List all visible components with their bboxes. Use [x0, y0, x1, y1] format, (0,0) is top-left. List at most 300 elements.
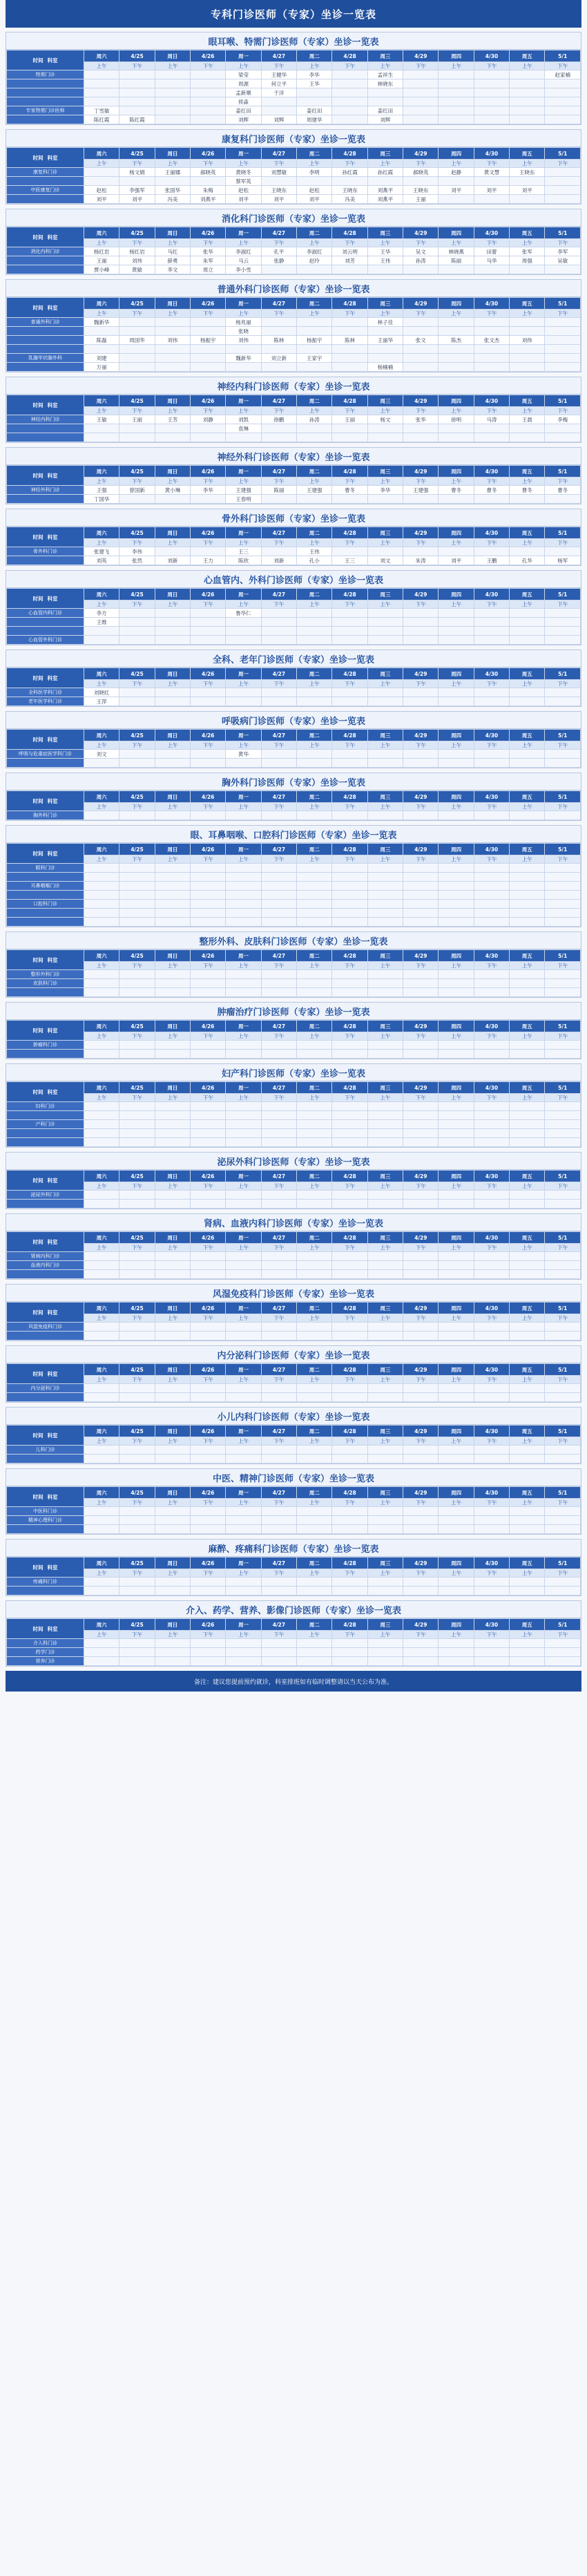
- doctor-cell: [84, 97, 119, 106]
- doctor-cell: [226, 1102, 261, 1111]
- doctor-cell: [226, 988, 261, 997]
- doctor-cell: [545, 424, 581, 433]
- half-am: 上午: [439, 803, 474, 811]
- doctor-cell: [510, 265, 545, 274]
- doctor-cell: [261, 106, 296, 115]
- doctor-cell: [119, 811, 155, 820]
- doctor-cell: [367, 918, 403, 927]
- doctor-cell: [403, 79, 439, 88]
- doctor-cell: [84, 1323, 119, 1332]
- doctor-cell: [297, 1525, 332, 1534]
- day-date: 4/28: [332, 668, 367, 680]
- doctor-cell: [261, 547, 296, 556]
- half-pm: 下午: [474, 1631, 509, 1639]
- doctor-cell: [297, 811, 332, 820]
- doctor-cell: [191, 1587, 226, 1595]
- doctor-cell: 陈红霞: [84, 115, 119, 124]
- doctor-cell: 刘新: [155, 556, 190, 565]
- doctor-cell: [119, 1261, 155, 1270]
- doctor-cell: [474, 988, 509, 997]
- corner-time-label: 时间: [32, 1432, 44, 1439]
- doctor-cell: [155, 900, 190, 909]
- doctor-cell: [191, 1455, 226, 1464]
- doctor-cell: [474, 318, 509, 327]
- day-date: 4/30: [474, 1303, 509, 1314]
- doctor-cell: [474, 79, 509, 88]
- doctor-cell: [439, 988, 474, 997]
- doctor-cell: [439, 909, 474, 918]
- doctor-cell: [226, 873, 261, 882]
- doctor-cell: [510, 627, 545, 636]
- day-date: 4/29: [403, 1487, 439, 1499]
- doctor-cell: 李文: [155, 265, 190, 274]
- table-row: [7, 415, 581, 424]
- day-date: 4/28: [332, 1082, 367, 1094]
- doctor-cell: [261, 424, 296, 433]
- doctor-cell: [332, 864, 367, 873]
- doctor-cell: [119, 1446, 155, 1455]
- day-week: 周二: [297, 1426, 332, 1437]
- dept-cell: 专家特需门诊医师: [7, 106, 84, 115]
- doctor-cell: 王三: [226, 547, 261, 556]
- dept-cell: 普通外科门诊: [7, 318, 84, 327]
- day-date: 4/26: [191, 527, 226, 539]
- doctor-cell: [510, 1455, 545, 1464]
- dept-cell: 内分泌科门诊: [7, 1384, 84, 1393]
- day-date: 4/27: [261, 527, 296, 539]
- doctor-cell: 刘云明: [332, 247, 367, 256]
- half-am: 上午: [510, 477, 545, 486]
- doctor-cell: [403, 1578, 439, 1587]
- doctor-cell: [84, 636, 119, 645]
- half-pm: 下午: [403, 680, 439, 688]
- doctor-cell: [439, 1191, 474, 1200]
- doctor-cell: [510, 1111, 545, 1120]
- dept-cell: [7, 873, 84, 882]
- half-pm: 下午: [545, 1569, 581, 1578]
- doctor-cell: 刘辉: [226, 115, 261, 124]
- half-am: 上午: [510, 539, 545, 547]
- doctor-cell: [403, 636, 439, 645]
- half-am: 上午: [439, 1631, 474, 1639]
- doctor-cell: [261, 1270, 296, 1279]
- table-row: [7, 1587, 581, 1595]
- schedule-section: [6, 1539, 581, 1596]
- day-week: 周一: [226, 844, 261, 855]
- half-pm: 下午: [119, 855, 155, 864]
- doctor-cell: [367, 1270, 403, 1279]
- corner-dept-label: 科室: [47, 1564, 58, 1571]
- half-am: 上午: [297, 1182, 332, 1191]
- day-date: 5/1: [545, 395, 581, 407]
- doctor-cell: 朱梅: [191, 186, 226, 195]
- doctor-cell: [474, 1261, 509, 1270]
- doctor-cell: 张国华: [155, 186, 190, 195]
- day-week: 周六: [84, 395, 119, 407]
- half-pm: 下午: [119, 803, 155, 811]
- doctor-cell: [332, 1129, 367, 1138]
- half-pm: 下午: [191, 1437, 226, 1446]
- doctor-cell: [510, 1446, 545, 1455]
- doctor-cell: [297, 1200, 332, 1209]
- doctor-cell: [119, 1129, 155, 1138]
- schedule-table: [6, 588, 581, 645]
- schedule-section: [6, 279, 581, 372]
- dept-cell: [7, 177, 84, 186]
- day-date: 4/25: [119, 844, 155, 855]
- doctor-cell: [84, 1332, 119, 1341]
- half-am: 上午: [84, 1182, 119, 1191]
- half-am: 上午: [439, 1499, 474, 1507]
- dept-cell: [7, 88, 84, 97]
- half-pm: 下午: [261, 1376, 296, 1384]
- day-date: 4/28: [332, 395, 367, 407]
- corner-cell: [7, 791, 84, 811]
- half-am: 上午: [84, 680, 119, 688]
- doctor-cell: [84, 168, 119, 177]
- doctor-cell: [297, 424, 332, 433]
- corner-dept-label: 科室: [47, 154, 58, 161]
- half-am: 上午: [155, 62, 190, 70]
- table-row: [7, 1332, 581, 1341]
- doctor-cell: [332, 970, 367, 979]
- day-date: 5/1: [545, 1487, 581, 1499]
- doctor-cell: 王建强: [297, 486, 332, 495]
- doctor-cell: [545, 354, 581, 363]
- half-pm: 下午: [261, 160, 296, 168]
- doctor-cell: 张军: [510, 247, 545, 256]
- corner-time-label: 时间: [32, 674, 44, 681]
- doctor-cell: [191, 424, 226, 433]
- half-am: 上午: [155, 1032, 190, 1041]
- half-am: 上午: [510, 62, 545, 70]
- half-pm: 下午: [119, 407, 155, 415]
- day-date: 4/27: [261, 1232, 296, 1244]
- day-date: 4/29: [403, 589, 439, 600]
- doctor-cell: [191, 811, 226, 820]
- doctor-cell: 杨兆丽: [226, 318, 261, 327]
- doctor-cell: [84, 1648, 119, 1657]
- half-pm: 下午: [119, 680, 155, 688]
- doctor-cell: [367, 697, 403, 706]
- corner-cell: [7, 844, 84, 864]
- corner-time-label: 时间: [32, 1088, 44, 1095]
- doctor-cell: [84, 882, 119, 891]
- table-row: [7, 1252, 581, 1261]
- doctor-cell: [297, 1507, 332, 1516]
- day-date: 4/27: [261, 668, 296, 680]
- doctor-cell: 李伟: [119, 547, 155, 556]
- doctor-cell: [261, 1191, 296, 1200]
- doctor-cell: [261, 627, 296, 636]
- doctor-cell: [191, 1041, 226, 1050]
- doctor-cell: [332, 1393, 367, 1402]
- doctor-cell: [439, 547, 474, 556]
- table-row: [7, 1050, 581, 1059]
- doctor-cell: [155, 979, 190, 988]
- doctor-cell: 孔平: [261, 247, 296, 256]
- doctor-cell: [191, 918, 226, 927]
- doctor-cell: [474, 900, 509, 909]
- doctor-cell: [155, 1639, 190, 1648]
- day-date: 4/29: [403, 298, 439, 310]
- table-row: [7, 1138, 581, 1147]
- doctor-cell: [545, 1587, 581, 1595]
- doctor-cell: 刘平: [439, 556, 474, 565]
- day-week: 周一: [226, 527, 261, 539]
- doctor-cell: [226, 1648, 261, 1657]
- doctor-cell: [261, 688, 296, 697]
- doctor-cell: [155, 1261, 190, 1270]
- doctor-cell: [403, 1455, 439, 1464]
- half-am: 上午: [226, 1499, 261, 1507]
- doctor-cell: [510, 609, 545, 618]
- doctor-cell: [332, 354, 367, 363]
- doctor-cell: 万丽: [84, 363, 119, 372]
- day-week: 周四: [439, 1232, 474, 1244]
- doctor-cell: [332, 1578, 367, 1587]
- doctor-cell: 王建强: [226, 486, 261, 495]
- day-week: 周五: [510, 1619, 545, 1631]
- table-row: [7, 1041, 581, 1050]
- table-row: [7, 979, 581, 988]
- doctor-cell: [226, 918, 261, 927]
- doctor-cell: 王三: [332, 556, 367, 565]
- half-pm: 下午: [191, 855, 226, 864]
- half-am: 上午: [510, 600, 545, 609]
- doctor-cell: [119, 1102, 155, 1111]
- doctor-cell: [510, 1323, 545, 1332]
- dept-cell: 肿瘤科门诊: [7, 1041, 84, 1050]
- doctor-cell: [367, 882, 403, 891]
- half-pm: 下午: [403, 1631, 439, 1639]
- doctor-cell: [297, 759, 332, 768]
- day-date: 4/30: [474, 1082, 509, 1094]
- day-date: 4/26: [191, 1232, 226, 1244]
- doctor-cell: [474, 1270, 509, 1279]
- doctor-cell: [84, 970, 119, 979]
- half-pm: 下午: [474, 1437, 509, 1446]
- doctor-cell: [119, 909, 155, 918]
- half-am: 上午: [84, 741, 119, 750]
- half-pm: 下午: [545, 1376, 581, 1384]
- doctor-cell: [261, 1050, 296, 1059]
- half-pm: 下午: [332, 1499, 367, 1507]
- day-date: 4/25: [119, 1303, 155, 1314]
- section-title: 骨外科门诊医师（专家）坐诊一览表: [6, 509, 581, 527]
- half-am: 上午: [84, 1094, 119, 1102]
- doctor-cell: [367, 864, 403, 873]
- corner-cell: [7, 1364, 84, 1384]
- day-week: 周五: [510, 1082, 545, 1094]
- corner-dept-label: 科室: [47, 533, 58, 540]
- table-row: [7, 318, 581, 327]
- day-date: 4/28: [332, 791, 367, 803]
- doctor-cell: [367, 1191, 403, 1200]
- doctor-cell: [474, 1455, 509, 1464]
- doctor-cell: [226, 1639, 261, 1648]
- corner-cell: [7, 298, 84, 318]
- doctor-cell: 刘伟: [226, 336, 261, 345]
- half-pm: 下午: [332, 680, 367, 688]
- schedule-table: [6, 843, 581, 927]
- doctor-cell: [297, 1657, 332, 1666]
- doctor-cell: [439, 627, 474, 636]
- doctor-cell: [191, 433, 226, 442]
- day-week: 周三: [367, 1426, 403, 1437]
- day-week: 周五: [510, 1021, 545, 1032]
- doctor-cell: [545, 265, 581, 274]
- table-row: [7, 1323, 581, 1332]
- doctor-cell: [226, 1455, 261, 1464]
- day-date: 5/1: [545, 1303, 581, 1314]
- corner-time-label: 时间: [32, 1370, 44, 1377]
- doctor-cell: [474, 97, 509, 106]
- day-week: 周四: [439, 227, 474, 239]
- doctor-cell: 袁琳: [226, 424, 261, 433]
- doctor-cell: [510, 909, 545, 918]
- table-row: [7, 115, 581, 124]
- doctor-cell: [332, 1657, 367, 1666]
- day-date: 4/30: [474, 395, 509, 407]
- doctor-cell: [119, 618, 155, 627]
- day-date: 4/29: [403, 50, 439, 62]
- table-row: [7, 688, 581, 697]
- doctor-cell: [367, 1138, 403, 1147]
- table-row: [7, 1129, 581, 1138]
- doctor-cell: [155, 1129, 190, 1138]
- doctor-cell: [297, 1578, 332, 1587]
- schedule-section: [6, 129, 581, 205]
- dept-cell: [7, 1200, 84, 1209]
- doctor-cell: 贾小峰: [84, 265, 119, 274]
- doctor-cell: 王晨: [510, 415, 545, 424]
- corner-dept-label: 科室: [47, 304, 58, 311]
- dept-cell: 疼痛科门诊: [7, 1578, 84, 1587]
- half-am: 上午: [297, 855, 332, 864]
- half-pm: 下午: [545, 539, 581, 547]
- doctor-cell: [474, 327, 509, 336]
- doctor-cell: [84, 1111, 119, 1120]
- doctor-cell: [510, 759, 545, 768]
- day-date: 4/26: [191, 1171, 226, 1182]
- section-title: 消化科门诊医师（专家）坐诊一览表: [6, 209, 581, 227]
- doctor-cell: [191, 873, 226, 882]
- doctor-cell: [226, 688, 261, 697]
- dept-cell: [7, 433, 84, 442]
- half-pm: 下午: [332, 1631, 367, 1639]
- doctor-cell: [119, 1455, 155, 1464]
- doctor-cell: [84, 1200, 119, 1209]
- doctor-cell: 马云: [226, 256, 261, 265]
- doctor-cell: [226, 900, 261, 909]
- doctor-cell: [155, 424, 190, 433]
- doctor-cell: 杨红岩: [119, 247, 155, 256]
- doctor-cell: [439, 1200, 474, 1209]
- doctor-cell: [510, 811, 545, 820]
- doctor-cell: [367, 1050, 403, 1059]
- doctor-cell: [510, 1050, 545, 1059]
- day-week: 周六: [84, 950, 119, 962]
- doctor-cell: [191, 979, 226, 988]
- table-row: [7, 891, 581, 900]
- doctor-cell: [439, 1270, 474, 1279]
- day-date: 4/27: [261, 1619, 296, 1631]
- doctor-cell: 周强: [510, 256, 545, 265]
- doctor-cell: 何立平: [261, 79, 296, 88]
- doctor-cell: [332, 1648, 367, 1657]
- doctor-cell: 冯美: [155, 195, 190, 204]
- half-am: 上午: [367, 1314, 403, 1323]
- corner-time-label: 时间: [32, 736, 44, 743]
- table-row: [7, 168, 581, 177]
- doctor-cell: [119, 970, 155, 979]
- doctor-cell: [155, 697, 190, 706]
- doctor-cell: [545, 318, 581, 327]
- doctor-cell: 朱军: [191, 256, 226, 265]
- doctor-cell: [367, 345, 403, 354]
- doctor-cell: [191, 1129, 226, 1138]
- day-date: 4/29: [403, 950, 439, 962]
- half-am: 上午: [367, 407, 403, 415]
- doctor-cell: [155, 345, 190, 354]
- schedule-table: [6, 395, 581, 442]
- doctor-cell: [119, 1200, 155, 1209]
- doctor-cell: [367, 177, 403, 186]
- half-pm: 下午: [119, 1569, 155, 1578]
- doctor-cell: [439, 1578, 474, 1587]
- doctor-cell: [510, 97, 545, 106]
- half-pm: 下午: [403, 1094, 439, 1102]
- doctor-cell: [367, 970, 403, 979]
- day-week: 周四: [439, 466, 474, 477]
- dept-cell: [7, 195, 84, 204]
- half-am: 上午: [226, 1182, 261, 1191]
- doctor-cell: [439, 115, 474, 124]
- half-am: 上午: [226, 62, 261, 70]
- half-pm: 下午: [403, 1244, 439, 1252]
- doctor-cell: [191, 1648, 226, 1657]
- doctor-cell: [155, 882, 190, 891]
- half-am: 上午: [226, 1631, 261, 1639]
- doctor-cell: [155, 1191, 190, 1200]
- half-pm: 下午: [474, 1499, 509, 1507]
- doctor-cell: [226, 864, 261, 873]
- doctor-cell: [155, 1455, 190, 1464]
- half-pm: 下午: [403, 310, 439, 318]
- half-pm: 下午: [332, 477, 367, 486]
- half-pm: 下午: [403, 1437, 439, 1446]
- doctor-cell: [191, 1525, 226, 1534]
- doctor-cell: [403, 688, 439, 697]
- half-am: 上午: [226, 1437, 261, 1446]
- day-date: 4/30: [474, 730, 509, 741]
- doctor-cell: [510, 1332, 545, 1341]
- doctor-cell: 刘平: [439, 186, 474, 195]
- corner-cell: [7, 730, 84, 750]
- doctor-cell: [297, 873, 332, 882]
- half-am: 上午: [367, 239, 403, 247]
- day-week: 周三: [367, 844, 403, 855]
- doctor-cell: [332, 909, 367, 918]
- doctor-cell: [403, 1639, 439, 1648]
- doctor-cell: [226, 1041, 261, 1050]
- day-date: 4/26: [191, 1487, 226, 1499]
- schedule-section: [6, 1152, 581, 1209]
- day-date: 4/26: [191, 1082, 226, 1094]
- doctor-cell: [261, 1332, 296, 1341]
- section-title: 康复科门诊医师（专家）坐诊一览表: [6, 130, 581, 147]
